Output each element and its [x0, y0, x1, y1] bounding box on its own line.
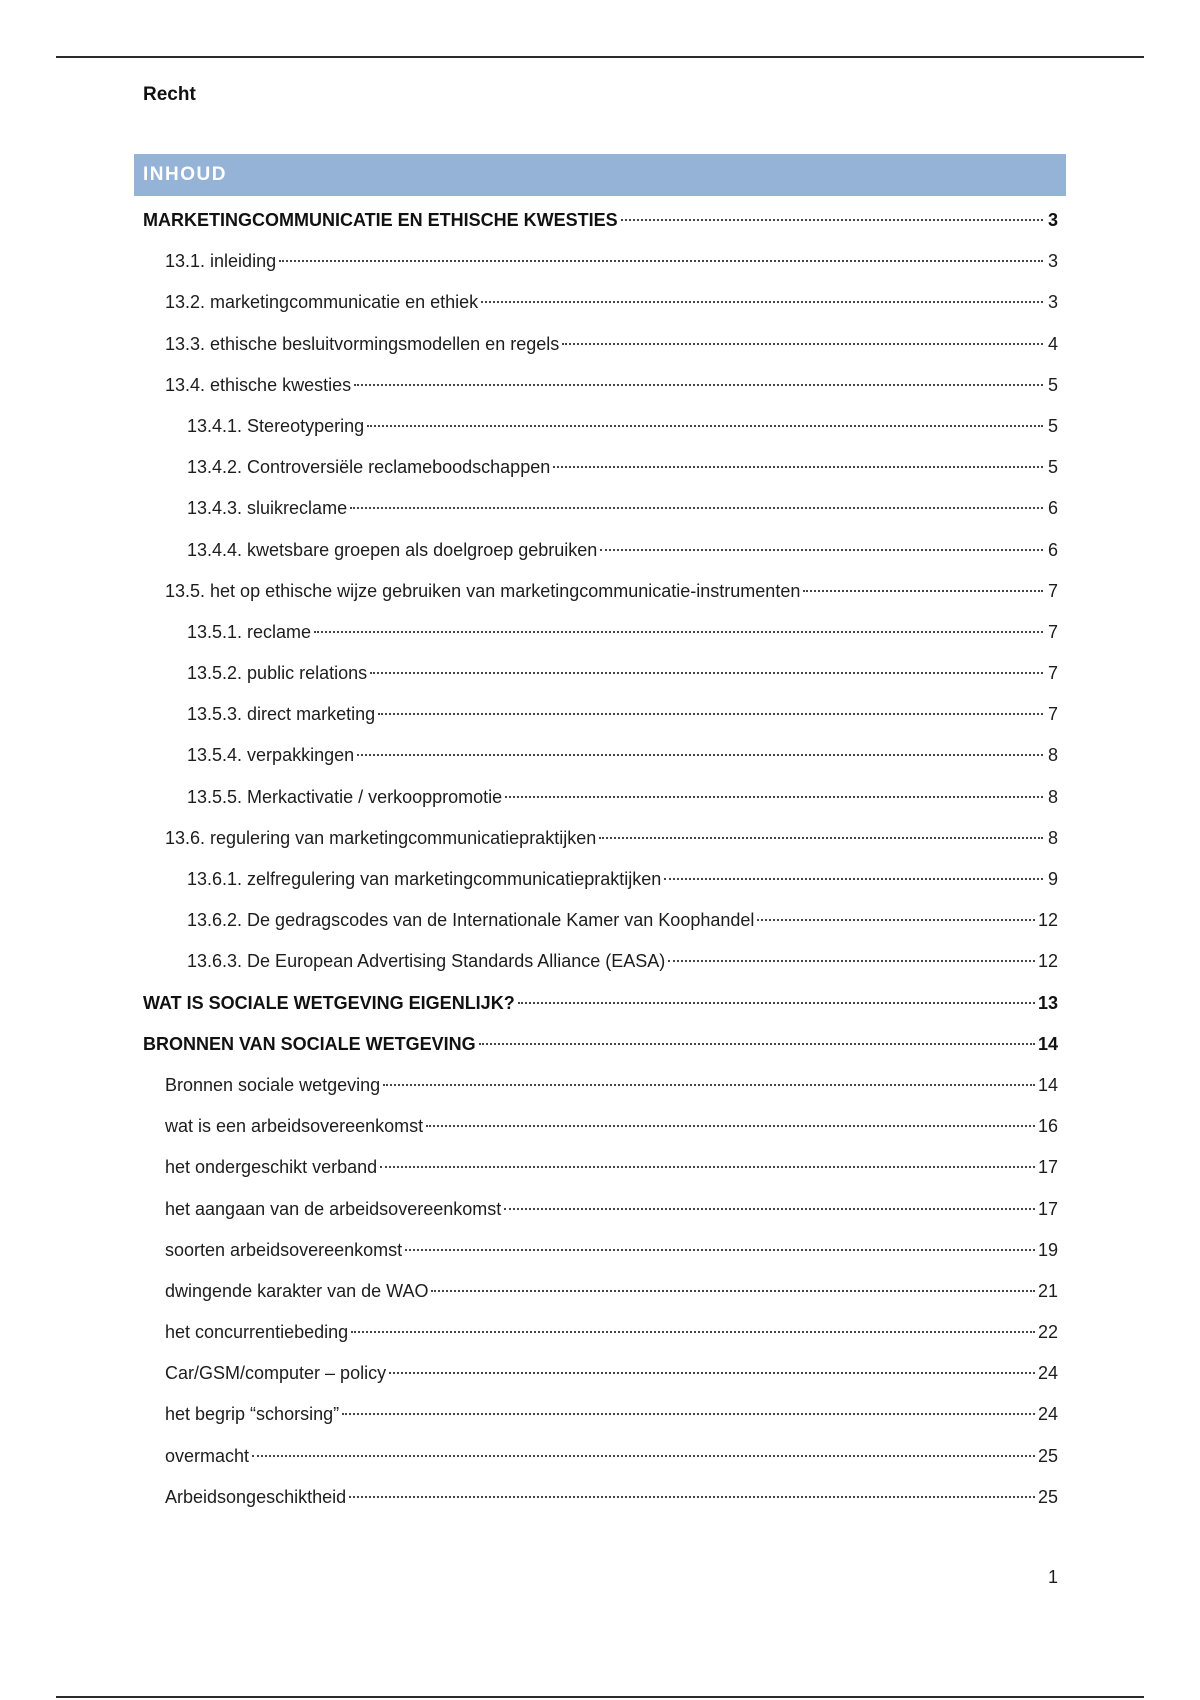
toc-entry-label: 13.4.4. kwetsbare groepen als doelgroep gebruiken: [187, 539, 598, 560]
dot-leader: [279, 260, 1043, 262]
toc-entry-label: Car/GSM/computer – policy: [165, 1363, 387, 1384]
toc-entry-page: 7: [1047, 621, 1058, 642]
dot-leader: [600, 549, 1043, 551]
dot-leader: [664, 878, 1043, 880]
toc-entry-page: 24: [1037, 1363, 1058, 1384]
toc-entry-label: WAT IS SOCIALE WETGEVING EIGENLIJK?: [143, 992, 515, 1013]
toc-entry[interactable]: [143, 1353, 1058, 1394]
toc-entry[interactable]: [143, 777, 1058, 818]
toc-entry-label: wat is een arbeidsovereenkomst: [165, 1116, 424, 1137]
toc-entry-page: 6: [1047, 498, 1058, 519]
toc-entry-page: 14: [1037, 1074, 1058, 1095]
toc-entry-label: Bronnen sociale wetgeving: [165, 1074, 381, 1095]
toc-entry-label: 13.4.3. sluikreclame: [187, 498, 348, 519]
toc-entry-label: 13.5.1. reclame: [187, 621, 312, 642]
toc-entry[interactable]: [143, 571, 1058, 612]
toc-entry-label: 13.5. het op ethische wijze gebruiken van marketingcommunicatie-instrumenten: [165, 580, 801, 601]
dot-leader: [383, 1084, 1035, 1086]
toc-entry[interactable]: [143, 1065, 1058, 1106]
toc-entry-label: 13.4.1. Stereotypering: [187, 415, 365, 436]
toc-entry[interactable]: [143, 241, 1058, 282]
toc-entry-page: 25: [1037, 1445, 1058, 1466]
toc-entry[interactable]: [143, 1394, 1058, 1435]
dot-leader: [367, 425, 1043, 427]
toc-entry[interactable]: [143, 1189, 1058, 1230]
toc-entry[interactable]: [143, 282, 1058, 323]
footer-rule: [56, 1696, 1144, 1698]
dot-leader: [380, 1166, 1035, 1168]
dot-leader: [389, 1372, 1035, 1374]
toc-entry-page: 5: [1047, 374, 1058, 395]
toc-entry-page: 13: [1037, 992, 1058, 1013]
toc-entry-page: 8: [1047, 786, 1058, 807]
toc-entry[interactable]: [143, 200, 1058, 241]
toc-entry-page: 14: [1037, 1033, 1058, 1054]
toc-entry-page: 12: [1037, 951, 1058, 972]
dot-leader: [350, 507, 1043, 509]
dot-leader: [252, 1455, 1035, 1457]
toc-entry-label: het ondergeschikt verband: [165, 1157, 378, 1178]
toc-entry[interactable]: [143, 818, 1058, 859]
toc-entry[interactable]: [143, 1024, 1058, 1065]
toc-entry[interactable]: [143, 324, 1058, 365]
toc-entry-label: 13.6.1. zelfregulering van marketingcommunicatiepraktijken: [187, 869, 662, 889]
toc-entry-label: BRONNEN VAN SOCIALE WETGEVING: [143, 1033, 476, 1054]
toc-entry[interactable]: [143, 488, 1058, 529]
toc-entry-label: 13.6.2. De gedragscodes van de Internationale Kamer van Koophandel: [187, 910, 755, 931]
dot-leader: [354, 384, 1043, 386]
toc-entry-page: 6: [1047, 539, 1058, 560]
toc-entry-label: 13.3. ethische besluitvormingsmodellen en regels: [165, 333, 560, 354]
toc-entry-label: 13.2. marketingcommunicatie en ethiek: [165, 292, 479, 313]
toc-entry-page: 5: [1047, 457, 1058, 478]
toc-entry[interactable]: [143, 1436, 1058, 1477]
toc-entry-page: 16: [1037, 1116, 1058, 1137]
dot-leader: [621, 219, 1043, 221]
table-of-contents: [143, 200, 1058, 1518]
toc-entry-page: 8: [1047, 827, 1058, 848]
toc-entry[interactable]: [143, 653, 1058, 694]
toc-entry[interactable]: [143, 735, 1058, 776]
toc-entry-page: 12: [1037, 910, 1058, 931]
dot-leader: [803, 590, 1043, 592]
toc-entry-page: 3: [1047, 292, 1058, 313]
toc-entry-label: 13.4.2. Controversiële reclameboodschappen: [187, 457, 551, 478]
toc-entry-label: MARKETINGCOMMUNICATIE EN ETHISCHE KWESTIES: [143, 210, 618, 230]
toc-entry[interactable]: [143, 900, 1058, 941]
toc-entry[interactable]: [143, 447, 1058, 488]
toc-entry-label: overmacht: [165, 1445, 250, 1466]
toc-entry[interactable]: [143, 983, 1058, 1024]
toc-entry-label: 13.5.2. public relations: [187, 663, 368, 684]
toc-entry-page: 24: [1037, 1404, 1058, 1425]
toc-entry-page: 5: [1047, 415, 1058, 436]
dot-leader: [426, 1125, 1035, 1127]
toc-entry[interactable]: [143, 530, 1058, 571]
header-rule: [56, 56, 1144, 58]
dot-leader: [553, 466, 1043, 468]
dot-leader: [349, 1496, 1035, 1498]
toc-entry[interactable]: [143, 1230, 1058, 1271]
toc-entry[interactable]: [143, 1147, 1058, 1188]
toc-entry-page: 17: [1037, 1198, 1058, 1219]
toc-entry-label: soorten arbeidsovereenkomst: [165, 1239, 403, 1260]
toc-entry-label: het aangaan van de arbeidsovereenkomst: [165, 1198, 502, 1219]
dot-leader: [757, 919, 1035, 921]
dot-leader: [405, 1249, 1035, 1251]
dot-leader: [314, 631, 1043, 633]
dot-leader: [378, 713, 1043, 715]
toc-entry-label: het concurrentiebeding: [165, 1322, 349, 1343]
toc-entry-page: 3: [1047, 210, 1058, 230]
dot-leader: [357, 754, 1043, 756]
toc-entry-page: 9: [1047, 869, 1058, 889]
dot-leader: [504, 1208, 1035, 1210]
toc-entry-page: 7: [1047, 704, 1058, 725]
toc-entry-label: 13.1. inleiding: [165, 251, 277, 272]
toc-entry-page: 3: [1047, 251, 1058, 272]
toc-heading: INHOUD: [134, 154, 1066, 196]
toc-entry[interactable]: [143, 694, 1058, 735]
toc-entry[interactable]: [143, 365, 1058, 406]
toc-entry-page: 4: [1047, 333, 1058, 354]
toc-entry-label: 13.4. ethische kwesties: [165, 374, 352, 395]
toc-entry-page: 25: [1037, 1486, 1058, 1507]
toc-entry-label: het begrip “schorsing”: [165, 1404, 340, 1425]
document-title: Recht: [143, 84, 196, 105]
dot-leader: [562, 343, 1043, 345]
toc-entry-label: 13.5.3. direct marketing: [187, 704, 376, 725]
toc-entry[interactable]: [143, 612, 1058, 653]
dot-leader: [668, 960, 1035, 962]
dot-leader: [479, 1043, 1035, 1045]
toc-entry[interactable]: [143, 1312, 1058, 1353]
toc-entry-label: 13.6.3. De European Advertising Standards Alliance (EASA): [187, 951, 666, 972]
toc-entry[interactable]: [143, 1271, 1058, 1312]
toc-entry-label: dwingende karakter van de WAO: [165, 1280, 429, 1301]
toc-entry[interactable]: [143, 1477, 1058, 1518]
toc-entry-page: 19: [1037, 1239, 1058, 1260]
toc-entry-label: Arbeidsongeschiktheid: [165, 1486, 347, 1507]
toc-entry[interactable]: [143, 859, 1058, 900]
toc-entry-page: 17: [1037, 1157, 1058, 1178]
toc-entry[interactable]: [143, 1106, 1058, 1147]
toc-entry-label: 13.5.5. Merkactivatie / verkooppromotie: [187, 786, 503, 807]
dot-leader: [518, 1002, 1035, 1004]
toc-entry-label: 13.5.4. verpakkingen: [187, 745, 355, 766]
toc-entry-page: 8: [1047, 745, 1058, 766]
toc-entry-page: 7: [1047, 663, 1058, 684]
toc-entry[interactable]: [143, 406, 1058, 447]
dot-leader: [481, 301, 1043, 303]
toc-entry-page: 22: [1037, 1322, 1058, 1343]
dot-leader: [431, 1290, 1034, 1292]
page-number: 1: [1047, 1567, 1058, 1587]
dot-leader: [505, 796, 1043, 798]
toc-entry-page: 7: [1047, 580, 1058, 601]
dot-leader: [342, 1413, 1035, 1415]
toc-entry[interactable]: [143, 941, 1058, 982]
toc-entry-page: 21: [1037, 1280, 1058, 1301]
dot-leader: [599, 837, 1043, 839]
toc-entry-label: 13.6. regulering van marketingcommunicatiepraktijken: [165, 827, 597, 848]
dot-leader: [370, 672, 1043, 674]
dot-leader: [351, 1331, 1035, 1333]
